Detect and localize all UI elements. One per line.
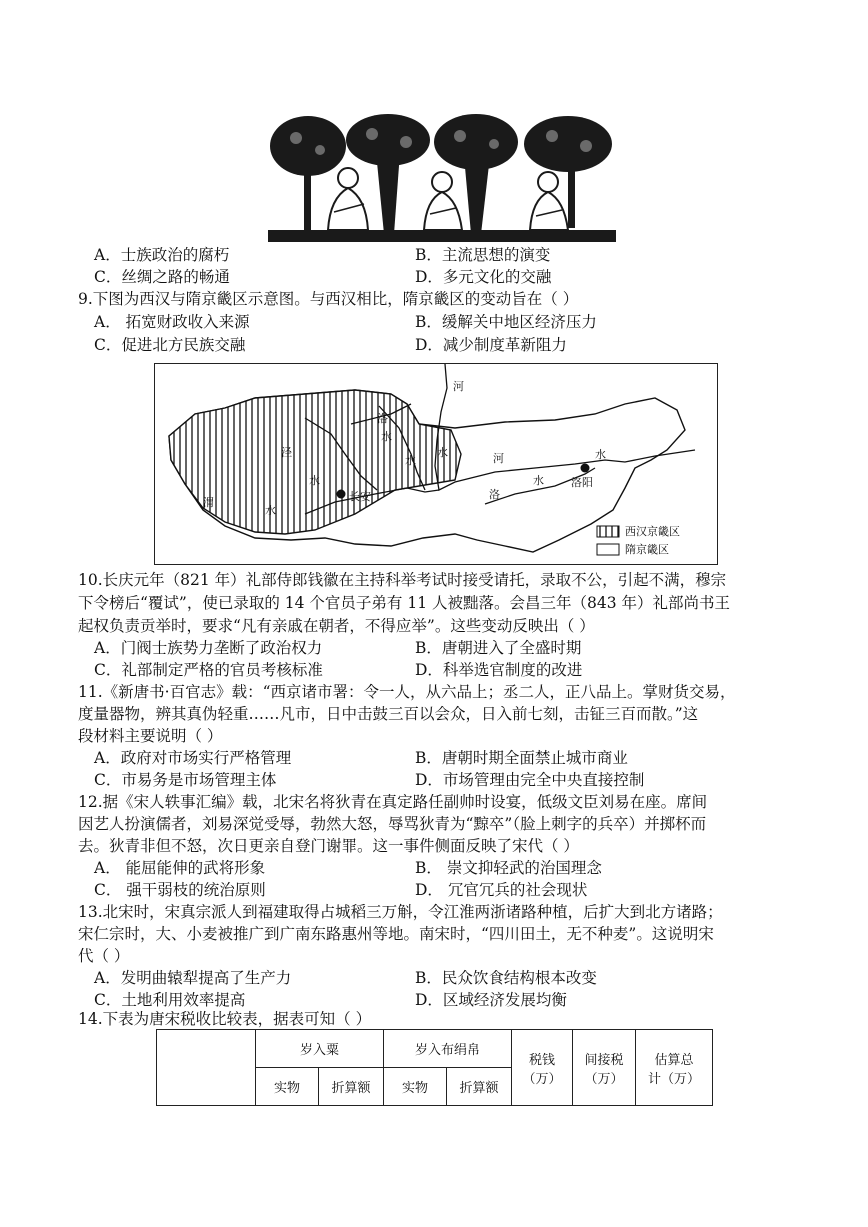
q9-option-a[interactable]: A． 拓宽财政收入来源 — [94, 313, 250, 331]
header-shuiqian-line2: （万） — [522, 1071, 562, 1087]
q10-option-d[interactable]: D．科举选官制度的改进 — [415, 661, 583, 679]
q10-option-c[interactable]: C．礼部制定严格的官员考核标准 — [94, 661, 323, 679]
changan-dot — [337, 490, 346, 499]
q9-option-b[interactable]: B．缓解关中地区经济压力 — [415, 313, 597, 331]
header-jianjieshui-line2: （万） — [584, 1071, 624, 1087]
q11-option-d[interactable]: D．市场管理由完全中央直接控制 — [415, 771, 645, 789]
map-label-he-right: 河 — [493, 452, 504, 465]
q8-option-b[interactable]: B．主流思想的演变 — [415, 246, 551, 264]
subheader-su-zhesuan: 折算额 — [319, 1068, 384, 1106]
map-label-shui3: 水 — [405, 454, 416, 467]
q8-option-c[interactable]: C．丝绸之路的畅通 — [94, 268, 230, 286]
header-suiru-bu: 岁入布绢帛 — [384, 1030, 512, 1068]
map-label-he-top: 河 — [453, 380, 464, 393]
map-label-jing: 泾 — [281, 446, 292, 459]
header-suiru-su: 岁入粟 — [256, 1030, 384, 1068]
q8-option-a[interactable]: A．士族政治的腐朽 — [94, 246, 230, 264]
q10-line-1: 10.长庆元年（821 年）礼部侍郎钱徽在主持科举考试时接受请托，录取不公，引起不满，穆宗 — [78, 571, 727, 589]
q13-line-2: 宋仁宗时，大、小麦被推广到广南东路惠州等地。南宋时，“四川田土，无不种麦”。这说明宋 — [78, 925, 714, 943]
map-label-luo1: 洛 — [377, 412, 388, 425]
map-label-shui2: 水 — [309, 474, 320, 487]
q11-option-a[interactable]: A．政府对市场实行严格管理 — [94, 749, 292, 767]
scholars-under-trees-image — [268, 112, 616, 244]
table-corner-cell — [157, 1030, 256, 1106]
subheader-su-shiwu: 实物 — [256, 1068, 319, 1106]
q12-line-3: 去。狄青非但不怒，次日更亲自登门谢罪。这一事件侧面反映了宋代（ ） — [78, 837, 579, 855]
q12-option-c[interactable]: C． 强干弱枝的统治原则 — [94, 881, 266, 899]
map-label-shui6: 水 — [533, 474, 544, 487]
q14-stem: 14.下表为唐宋税收比较表，据表可知（ ） — [78, 1010, 372, 1028]
q13-option-d[interactable]: D．区域经济发展均衡 — [415, 991, 567, 1009]
q9-option-d[interactable]: D．减少制度革新阻力 — [415, 336, 567, 354]
subheader-bu-shiwu: 实物 — [384, 1068, 447, 1106]
map-label-wei: 渭 — [203, 496, 214, 509]
q10-line-3: 起权负责贡举时，要求“凡有亲戚在朝者，不得应举”。这些变动反映出（ ） — [78, 617, 595, 635]
map-label-shui3b: 水 — [437, 446, 448, 459]
header-gusuan-line1: 估算总 — [654, 1052, 694, 1068]
q11-line-2: 度量器物，辨其真伪轻重……凡市，日中击鼓三百以会众，日入前七刻，击钲三百而散。”这 — [78, 705, 699, 723]
subheader-bu-zhesuan: 折算额 — [447, 1068, 512, 1106]
header-gusuan — [636, 1030, 713, 1106]
q8-option-d[interactable]: D．多元文化的交融 — [415, 268, 552, 286]
header-shuiqian-line1: 税钱 — [528, 1052, 555, 1068]
q13-option-a[interactable]: A．发明曲辕犁提高了生产力 — [94, 969, 292, 987]
map-label-shui5: 水 — [265, 504, 276, 517]
q9-option-c[interactable]: C．促进北方民族交融 — [94, 336, 246, 354]
q12-option-d[interactable]: D． 冗官冗兵的社会现状 — [415, 881, 588, 899]
header-jianjieshui-line1: 间接税 — [584, 1052, 624, 1068]
header-shuiqian — [512, 1030, 573, 1106]
q10-option-b[interactable]: B．唐朝进入了全盛时期 — [415, 639, 582, 657]
q13-option-c[interactable]: C．土地利用效率提高 — [94, 991, 246, 1009]
map-label-luoyang: 洛阳 — [571, 476, 593, 489]
q10-line-2: 下令榜后“覆试”，使已录取的 14 个官员子弟有 11 人被黜落。会昌三年（843 年）礼部尚书王 — [78, 594, 731, 612]
header-jianjieshui — [573, 1030, 636, 1106]
map-label-shui4: 水 — [595, 448, 606, 461]
q13-line-1: 13.北宋时，宋真宗派人到福建取得占城稻三万斛，令江淮两浙诸路种植，后扩大到北方诸路； — [78, 903, 723, 921]
q12-option-a[interactable]: A． 能屈能伸的武将形象 — [94, 859, 266, 877]
capital-region-map — [154, 363, 718, 565]
q10-option-a[interactable]: A．门阀士族势力垄断了政治权力 — [94, 639, 323, 657]
map-legend — [597, 524, 680, 556]
q11-line-1: 11.《新唐书·百官志》载：“西京诸市署：令一人，从六品上；丞二人，正八品上。掌财货交易， — [78, 683, 736, 701]
q11-option-c[interactable]: C．市易务是市场管理主体 — [94, 771, 277, 789]
q12-line-2: 因艺人扮演儒者，刘易深觉受辱，勃然大怒，辱骂狄青为“黥卒”（脸上刺字的兵卒）并掷杯而 — [78, 815, 707, 833]
legend-xihan: 西汉京畿区 — [625, 525, 680, 538]
map-label-luo2: 洛 — [489, 488, 500, 501]
header-gusuan-line2: 计（万） — [647, 1071, 700, 1087]
q13-option-b[interactable]: B．民众饮食结构根本改变 — [415, 969, 597, 987]
map-label-changan: 长安 — [349, 490, 371, 503]
q11-option-b[interactable]: B．唐朝时期全面禁止城市商业 — [415, 749, 628, 767]
q9-stem: 9.下图为西汉与隋京畿区示意图。与西汉相比，隋京畿区的变动旨在（ ） — [78, 290, 579, 308]
q12-line-1: 12.据《宋人轶事汇编》载，北宋名将狄青在真定路任副帅时设宴，低级文臣刘易在座。席间 — [78, 793, 708, 811]
legend-sui: 隋京畿区 — [625, 543, 669, 556]
q13-line-3: 代（ ） — [78, 947, 130, 965]
map-label-shui1: 水 — [381, 430, 392, 443]
tax-comparison-table — [156, 1029, 713, 1106]
q12-option-b[interactable]: B． 崇文抑轻武的治国理念 — [415, 859, 602, 877]
q11-line-3: 段材料主要说明（ ） — [78, 727, 223, 745]
luoyang-dot — [581, 464, 590, 473]
